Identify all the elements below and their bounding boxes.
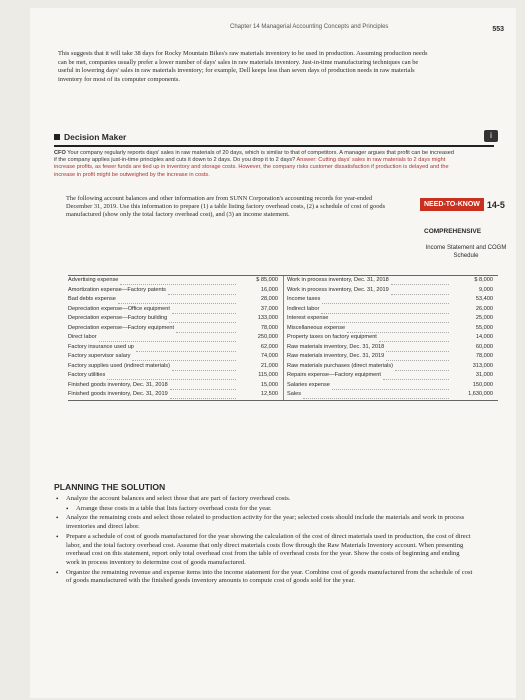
comprehensive-label: COMPREHENSIVE <box>424 228 482 235</box>
need-to-know-text: The following account balances and other information are from SUNN Corporation's accounting records for year-ended December 31, 2019. Use this information to prepare (1) a table listing factory overhead costs, (2) a schedule of cost of goods manufactured (show only the total factory overhead cost), and (3) an income statement. <box>66 195 386 219</box>
account-value: 313,000 <box>472 362 493 369</box>
plan-step: • Organize the remaining revenue and expense items into the income statement for the year. Combine cost of goods manufactured from the schedule of cost of goods manufactured with the finished goods inventory amounts to compute cost of goods sold for the year. <box>66 569 474 586</box>
account-value: 62,000 <box>260 343 278 350</box>
decision-maker-body <box>54 150 454 179</box>
account-value: 115,000 <box>258 372 278 378</box>
table-row <box>287 352 495 362</box>
account-value: 31,000 <box>475 372 493 378</box>
account-value: 9,000 <box>479 286 493 293</box>
account-value: 26,000 <box>475 305 493 312</box>
table-row <box>287 314 495 324</box>
account-label: Finished goods inventory, Dec. 31, 2019 <box>68 391 168 397</box>
account-value: 150,000 <box>472 381 493 388</box>
table-row <box>68 286 280 296</box>
need-to-know-number: 14-5 <box>486 200 505 210</box>
account-value: 60,000 <box>475 343 493 350</box>
plan-step: • Analyze the account balances and select those that are part of factory overhead costs. <box>66 495 474 504</box>
leader-dots <box>303 397 449 399</box>
account-value: 21,000 <box>260 362 278 369</box>
account-label: Finished goods inventory, Dec. 31, 2018 <box>68 381 168 388</box>
account-label: Raw materials inventory, Dec. 31, 2019 <box>287 353 385 359</box>
left-column <box>68 276 280 400</box>
account-value: 55,000 <box>475 324 493 331</box>
table-row <box>68 305 280 315</box>
account-value: 25,000 <box>475 315 493 321</box>
role-label: CFO <box>54 150 66 156</box>
account-label: Depreciation expense—Office equipment <box>68 305 170 312</box>
account-value: 14,000 <box>475 334 493 340</box>
table-row <box>68 295 280 305</box>
account-value: 37,000 <box>260 305 278 312</box>
decision-maker-question: Your company regularly reports days' sales in raw materials of 20 days, which is similar to that of competitors. A manager argues that profit can be increased if the company applies just-in-time principles and cuts it down to 2 days. Do you drop it to 2 days? <box>54 150 454 164</box>
account-label: Sales <box>287 391 301 397</box>
account-label: Depreciation expense—Factory building <box>68 315 168 321</box>
table-row <box>68 324 280 334</box>
account-value: 53,400 <box>475 296 493 302</box>
table-row <box>68 390 280 400</box>
account-balances-table <box>68 275 498 401</box>
account-label: Factory utilities <box>68 372 106 378</box>
account-value: 78,000 <box>475 353 493 359</box>
schedule-title: Income Statement and COGM Schedule <box>425 245 507 259</box>
account-label: Factory supervisor salary <box>68 353 131 359</box>
account-label: Indirect labor <box>287 305 320 312</box>
page-number: 553 <box>492 26 504 33</box>
account-label: Factory supplies used (indirect materials) <box>68 362 170 369</box>
account-label: Interest expense <box>287 315 329 321</box>
table-row <box>287 390 495 400</box>
table-bottom-rule <box>68 400 498 401</box>
account-label: Factory insurance used up <box>68 343 134 350</box>
account-value: $ 85,000 <box>256 277 278 283</box>
table-row <box>287 381 495 391</box>
account-value: 1,630,000 <box>468 391 493 397</box>
need-to-know-badge <box>420 198 505 211</box>
account-label: Raw materials inventory, Dec. 31, 2018 <box>287 343 385 350</box>
account-value: 74,000 <box>260 353 278 359</box>
account-label: Depreciation expense—Factory equipment <box>68 324 175 331</box>
table-row <box>287 371 495 381</box>
account-label: Property taxes on factory equipment <box>287 334 377 340</box>
leader-dots <box>170 397 236 399</box>
table-row <box>287 286 495 296</box>
account-value: 78,000 <box>260 324 278 331</box>
table-row <box>68 343 280 353</box>
section-marker <box>54 134 60 140</box>
divider <box>54 145 494 147</box>
plan-title: PLANNING THE SOLUTION <box>54 482 166 492</box>
table-row <box>287 324 495 334</box>
right-column <box>287 276 495 400</box>
account-label: Income taxes <box>287 296 321 302</box>
need-to-know-label: NEED-TO-KNOW <box>420 198 484 211</box>
table-row <box>287 333 495 343</box>
plan-list <box>54 495 474 586</box>
table-row <box>68 362 280 372</box>
chapter-header: Chapter 14 Managerial Accounting Concepts and Principles <box>230 24 389 30</box>
account-label: Work in process inventory, Dec. 31, 2019 <box>287 286 389 293</box>
plan-step: • Analyze the remaining costs and select those related to production activity for the year; selected costs should include the materials and work in process inventories and direct labor. <box>66 514 474 531</box>
table-row <box>68 314 280 324</box>
account-value: 28,000 <box>260 296 278 302</box>
table-row <box>68 276 280 286</box>
plan-step: • Arrange these costs in a table that lists factory overhead costs for the year. <box>66 505 474 514</box>
table-row <box>68 352 280 362</box>
account-value: 250,000 <box>257 334 278 340</box>
table-row <box>287 343 495 353</box>
account-label: Repairs expense—Factory equipment <box>287 372 381 378</box>
intro-paragraph: This suggests that it will take 38 days for Rocky Mountain Bikes's raw materials inventory to be used in production. Assuming production needs can be met, companies usually prefer a lower number of days' sales in raw materials inventory. Just-in-time manufacturing techniques can be useful in lowering days' sales in raw materials inventory; for example, Dell keeps less than seven days of production needs in raw materials inventory for most of its computer components. <box>58 50 428 83</box>
account-label: Direct labor <box>68 334 97 340</box>
info-icon: i <box>484 130 498 142</box>
plan-step: • Prepare a schedule of cost of goods manufactured for the year showing the calculation of the cost of direct materials used in production, the cost of direct labor, and the total factory overhead cost. Assume that only direct materials costs flow through the Raw Materials Inventory account. When presenting overhead cost on this statement, report only total overhead cost from the table of overhead costs for the year. Show the costs of beginning and ending work in process inventory to determine cost of goods manufactured. <box>66 533 474 568</box>
table-row <box>68 371 280 381</box>
account-label: Miscellaneous expense <box>287 324 346 331</box>
table-row <box>287 305 495 315</box>
account-value: 15,000 <box>260 381 278 388</box>
table-row <box>68 381 280 391</box>
account-value: 12,500 <box>260 391 278 397</box>
decision-maker-answer: Answer: Cutting days' sales in raw materials to 2 days might increase profits, as fewer funds are tied up in inventory and storage costs. However, the company risks customer dissatisfaction if production is delayed and the increase in profit might be outweighed by the increase in costs. <box>54 157 449 178</box>
account-label: Advertising expense <box>68 277 119 283</box>
textbook-page <box>30 8 516 698</box>
account-label: Amortization expense—Factory patents <box>68 286 166 293</box>
account-value: $ 8,000 <box>474 277 493 283</box>
planning-the-solution <box>54 482 474 587</box>
decision-maker-box <box>54 132 504 179</box>
table-row <box>287 362 495 372</box>
account-label: Raw materials purchases (direct materials) <box>287 362 394 369</box>
account-label: Work in process inventory, Dec. 31, 2018 <box>287 277 389 283</box>
account-value: 16,000 <box>260 286 278 293</box>
table-row <box>68 333 280 343</box>
column-divider <box>283 276 284 400</box>
account-label: Bad debts expense <box>68 296 116 302</box>
account-label: Salaries expense <box>287 381 330 388</box>
table-row <box>287 295 495 305</box>
decision-maker-title: Decision Maker <box>64 132 127 142</box>
account-value: 133,000 <box>257 315 278 321</box>
table-row <box>287 276 495 286</box>
